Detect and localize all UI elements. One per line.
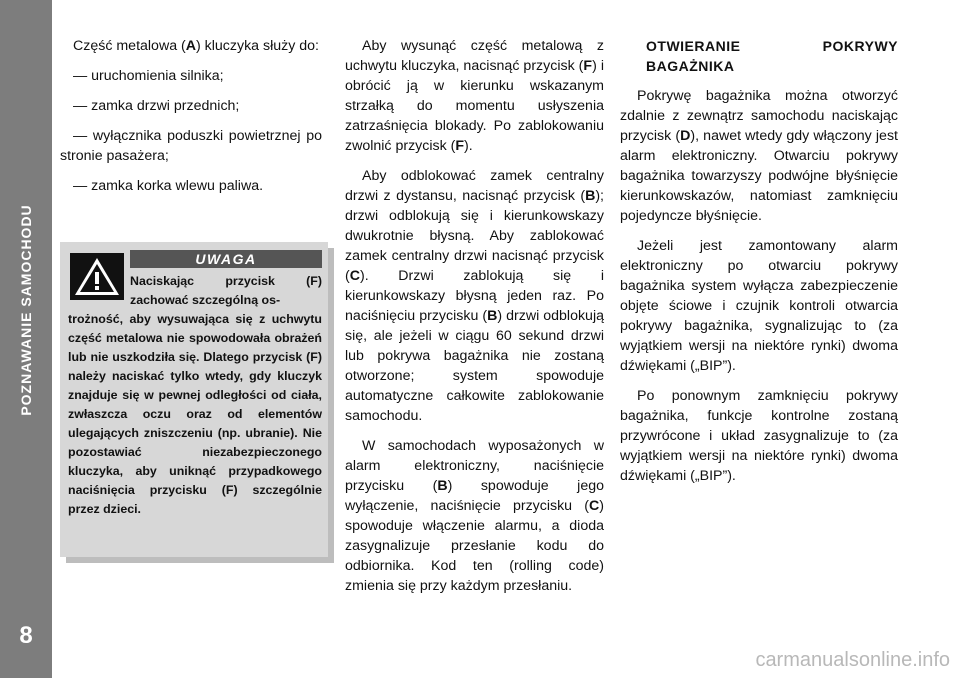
watermark: carmanualsonline.info — [755, 649, 950, 671]
paragraph: Aby wysunąć część metalową z uchwytu kluczyka, nacisnąć przycisk (F) i obrócić ją w kierunku wskazanym strzałką do momentu usłyszenia zatrzaśnięcia blokady. Po zablokowaniu zwolnić przycisk (F). — [345, 38, 604, 154]
list-item: — zamka drzwi przednich; — [73, 98, 240, 114]
column-1 — [60, 36, 322, 196]
paragraph: Jeżeli jest zamontowany alarm elektroniczny po otwarciu pokrywy bagażnika system wyłącza zabezpieczenie objęte ściowe i czujnik kontroli otwarcia pokrywy bagażnika, sygnalizując to (za wyjątkiem wersji na niektóre rynki) dwoma dźwiękami („BIP”). — [620, 238, 898, 374]
paragraph: Po ponownym zamknięciu pokrywy bagażnika, funkcje kontrolne zostaną przywrócone i układ zasygnalizuje to (za wyjątkiem wersji na niektóre rynki) dwoma dźwiękami („BIP”). — [620, 388, 898, 484]
paragraph: Pokrywę bagażnika można otworzyć zdalnie z zewnątrz samochodu naciskając przycisk (D), nawet wtedy gdy włączony jest alarm elektroniczny. Otwarciu pokrywy bagażnika towarzyszy podwójne błyśnięcie kierunkowskazów, natomiast zamknięciu pojedyncze błyśnięcie. — [620, 88, 898, 224]
list-item: — zamka korka wlewu paliwa. — [73, 178, 264, 194]
column-2 — [345, 36, 604, 596]
section-heading: OTWIERANIE POKRYWY BAGAŻNIKA — [646, 38, 898, 74]
list-item: — uruchomienia silnika; — [73, 68, 224, 84]
warning-text: Naciskając przycisk (F) zachować szczególną os- trożność, aby wysuwająca się z uchwytu część metalowa nie spowodowała obrażeń lub nie uszkodziła się. Dlatego przycisk (F) należy naciskać tylko wtedy, gdy kluczyk znajduje się w pewnej odległości od ciała, zwłaszcza oczu oraz od elementów ulegających zniszczeniu (np. ubranie). Nie pozostawiać niezabezpieczonego kluczyka, aby uniknąć przypadkowego naciśnięcia przycisku (F) szczególnie przez dzieci. — [68, 274, 322, 516]
warning-label: UWAGA — [130, 250, 322, 268]
section-title: POZNAWANIE SAMOCHODU — [18, 204, 34, 416]
column-3 — [620, 36, 898, 486]
intro-text: Część metalowa (A) kluczyka służy do: — [73, 38, 319, 54]
paragraph: Aby odblokować zamek centralny drzwi z dystansu, nacisnąć przycisk (B); drzwi odblokują się i kierunkowskazy dwukrotnie błysną. Aby zablokować zamek centralny drzwi nacisnąć przycisk (C). Drzwi zablokują się i kierunkowskazy błysną jeden raz. Po naciśnięciu przycisku (B) drzwi odblokują się, ale jeżeli w ciągu 60 sekund drzwi lub pokrywa bagażnika nie zostaną otworzone; system spowoduje automatyczne całkowite zablokowanie samochodu. — [345, 168, 604, 424]
page-number: 8 — [19, 622, 33, 649]
list-item: — wyłącznika poduszki powietrznej po stronie pasażera; — [60, 128, 322, 164]
paragraph: W samochodach wyposażonych w alarm elektroniczny, naciśnięcie przycisku (B) spowoduje jego wyłączenie, naciśnięcie przycisku (C) spowoduje włączenie alarmu, a dioda zasygnalizuje przesłanie kodu do odbiornika. Kod ten (rolling code) zmienia się przy każdym przesłaniu. — [345, 438, 604, 594]
